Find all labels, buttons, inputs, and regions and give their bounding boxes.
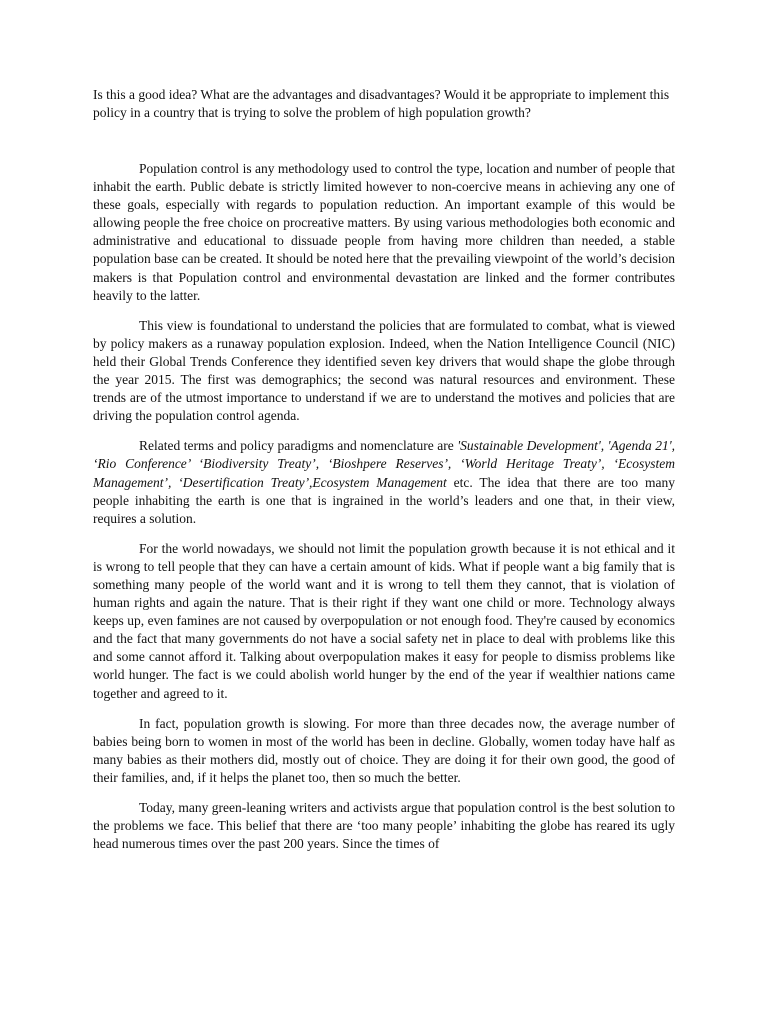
paragraph-population-control-definition: Population control is any methodology used to control the type, location and number of people that inhabit the earth. Public debate is strictly limited however to non-coercive means in achieving any one of these goals, especially with regards to population reduction. An important example of this would be allowing people the free choice on procreative matters. By using various methodologies both economic and administrative and educational to dissuade people from having more children than needed, a stable population base can be created. It should be noted here that the prevailing viewpoint of the world’s decision makers is that Population control and environmental devastation are linked and the former contributes heavily to the latter. <box>93 161 675 303</box>
document-page <box>93 86 675 853</box>
paragraph-related-terms <box>93 437 675 527</box>
paragraph-foundational-view: This view is foundational to understand the policies that are formulated to combat, what is viewed by policy makers as a runaway population explosion. Indeed, when the Nation Intelligence Council (NIC) held their Global Trends Conference they identified seven key drivers that would shape the globe through the year 2015. The first was demographics; the second was natural resources and environment. These trends are of the utmost importance to understand if we are to understand the motives and policies that are driving the population control agenda. <box>93 317 675 424</box>
related-terms-rest: etc. The idea that there are too many people inhabiting the earth is one that is ingrained in the world’s leaders and one that, in their view, requires a solution. <box>93 474 675 526</box>
paragraph-green-leaning-writers: Today, many green-leaning writers and activists argue that population control is the best solution to the problems we face. This belief that there are ‘too many people’ inhabiting the globe has reared its ugly head numerous times over the past 200 years. Since the times of <box>93 800 675 852</box>
related-terms-list: 'Sustainable Development', 'Agenda 21', ‘Rio Conference’ ‘Biodiversity Treaty’, ‘Bioshpere Reserves’, ‘World Heritage Treaty’, ‘Ecosystem Management’, ‘Desertification Treaty’,Ecosystem Management <box>93 438 675 490</box>
paragraph-growth-slowing: In fact, population growth is slowing. For more than three decades now, the average number of babies being born to women in most of the world has been in decline. Globally, women today have half as many babies as their mothers did, mostly out of choice. They are doing it for their own good, the good of their families, and, if it helps the planet too, then so much the better. <box>93 715 675 785</box>
paragraph-world-nowadays: For the world nowadays, we should not limit the population growth because it is not ethical and it is wrong to tell people that they can have a certain amount of kids. What if people want a big family that is something many people of the world want and it is wrong to tell them they cannot, that is violation of human rights and again the nature. That is their right if they want one child or more. Technology always keeps up, even famines are not caused by overpopulation or not enough food. They're caused by economics and the fact that many governments do not have a social safety net in place to deal with problems like this and some cannot afford it. Talking about overpopulation makes it easy for people to dismiss problems like world hunger. The fact is we could abolish world hunger by the end of the year if wealthier nations came together and agreed to it. <box>93 540 675 701</box>
related-terms-lead: Related terms and policy paradigms and nomenclature are <box>139 438 458 454</box>
question-text: Is this a good idea? What are the advantages and disadvantages? Would it be appropriate to implement this policy in a country that is trying to solve the problem of high population growth? <box>93 87 670 120</box>
